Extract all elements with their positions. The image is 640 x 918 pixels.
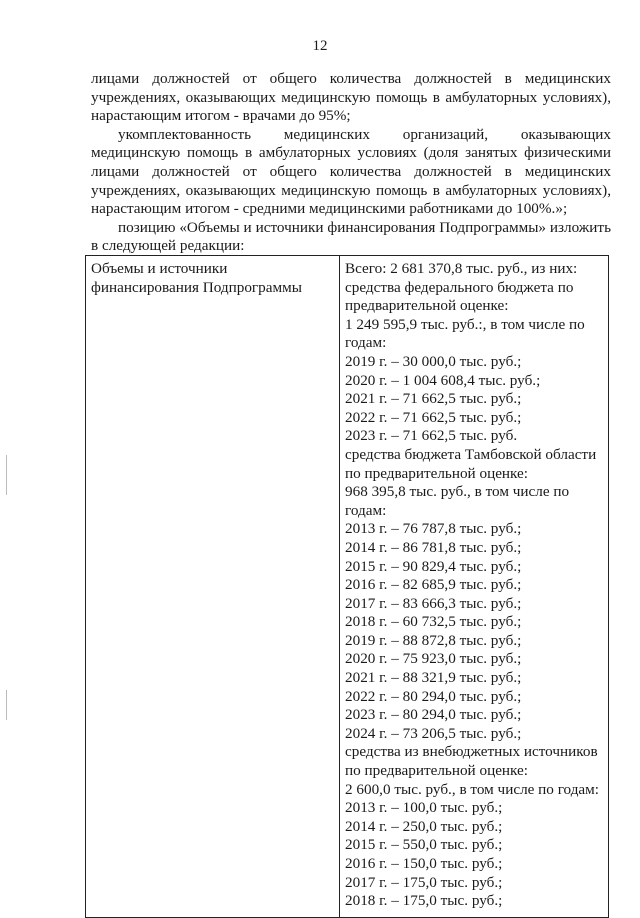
body-text — [91, 70, 611, 256]
paragraph: позицию «Объемы и источники финансирования Подпрограммы» изложить в следующей редакции: — [91, 218, 611, 255]
regional-total: 968 395,8 тыс. руб., в том числе по годам: — [345, 483, 570, 519]
paragraph: укомплектованность медицинских организаций, оказывающих медицинскую помощь в амбулаторных условиях (доля занятых физическими лицами должностей от общего количества должностей в медицинских учреждениях, оказывающих медицинскую помощь в амбулаторных условиях), нарастающим итогом - средними медицинскими работниками до 100%.»; — [91, 125, 611, 218]
regional-year-line: 2017 г. – 83 666,3 тыс. руб.; — [345, 594, 522, 612]
table-value-cell — [340, 256, 609, 918]
federal-heading: средства федерального бюджета по предварительной оценке: — [345, 278, 574, 315]
extrabudgetary-total: 2 600,0 тыс. руб., в том числе по годам: — [345, 780, 600, 798]
extrabudgetary-year-line: 2014 г. – 250,0 тыс. руб.; — [345, 817, 503, 835]
scan-margin-mark — [6, 455, 7, 495]
regional-heading: средства бюджета Тамбовской области по предварительной оценке: — [345, 445, 597, 482]
regional-year-line: 2013 г. – 76 787,8 тыс. руб.; — [345, 520, 522, 538]
regional-year-line: 2020 г. – 75 923,0 тыс. руб.; — [345, 650, 522, 668]
regional-year-line: 2024 г. – 73 206,5 тыс. руб.; — [345, 724, 522, 742]
federal-total: 1 249 595,9 тыс. руб.:, в том числе по годам: — [345, 315, 585, 352]
federal-year-line: 2020 г. – 1 004 608,4 тыс. руб.; — [345, 371, 541, 389]
regional-year-line: 2014 г. – 86 781,8 тыс. руб.; — [345, 538, 522, 556]
regional-year-line: 2018 г. – 60 732,5 тыс. руб.; — [345, 613, 522, 631]
paragraph: лицами должностей от общего количества должностей в медицинских учреждениях, оказывающих медицинскую помощь в амбулаторных условиях), нарастающим итогом - врачами до 95%; — [91, 70, 611, 125]
federal-year-line: 2021 г. – 71 662,5 тыс. руб.; — [345, 390, 522, 408]
table-row — [86, 256, 609, 918]
scan-margin-mark — [6, 690, 7, 720]
page-number: 12 — [312, 38, 328, 54]
total-line: Всего: 2 681 370,8 тыс. руб., из них: — [345, 260, 578, 277]
funding-table — [85, 255, 609, 918]
extrabudgetary-year-line: 2016 г. – 150,0 тыс. руб.; — [345, 855, 503, 872]
regional-year-line: 2019 г. – 88 872,8 тыс. руб.; — [345, 631, 522, 649]
regional-year-line: 2021 г. – 88 321,9 тыс. руб.; — [345, 669, 522, 687]
extrabudgetary-year-line: 2015 г. – 550,0 тыс. руб.; — [345, 836, 503, 854]
federal-year-line: 2019 г. – 30 000,0 тыс. руб.; — [345, 352, 522, 370]
federal-year-line: 2022 г. – 71 662,5 тыс. руб.; — [345, 408, 522, 426]
regional-year-line: 2016 г. – 82 685,9 тыс. руб.; — [345, 576, 522, 594]
regional-year-line: 2022 г. – 80 294,0 тыс. руб.; — [345, 687, 522, 705]
extrabudgetary-year-line: 2017 г. – 175,0 тыс. руб.; — [345, 873, 503, 891]
regional-year-line: 2023 г. – 80 294,0 тыс. руб.; — [345, 706, 522, 724]
extrabudgetary-year-line: 2013 г. – 100,0 тыс. руб.; — [345, 799, 503, 817]
federal-year-line: 2023 г. – 71 662,5 тыс. руб. — [345, 427, 518, 445]
extrabudgetary-year-line: 2018 г. – 175,0 тыс. руб.; — [345, 892, 503, 910]
extrabudgetary-heading: средства из внебюджетных источников по предварительной оценке: — [345, 743, 598, 780]
regional-year-line: 2015 г. – 90 829,4 тыс. руб.; — [345, 557, 522, 575]
table-label-cell: Объемы и источники финансирования Подпрограммы — [86, 256, 340, 918]
